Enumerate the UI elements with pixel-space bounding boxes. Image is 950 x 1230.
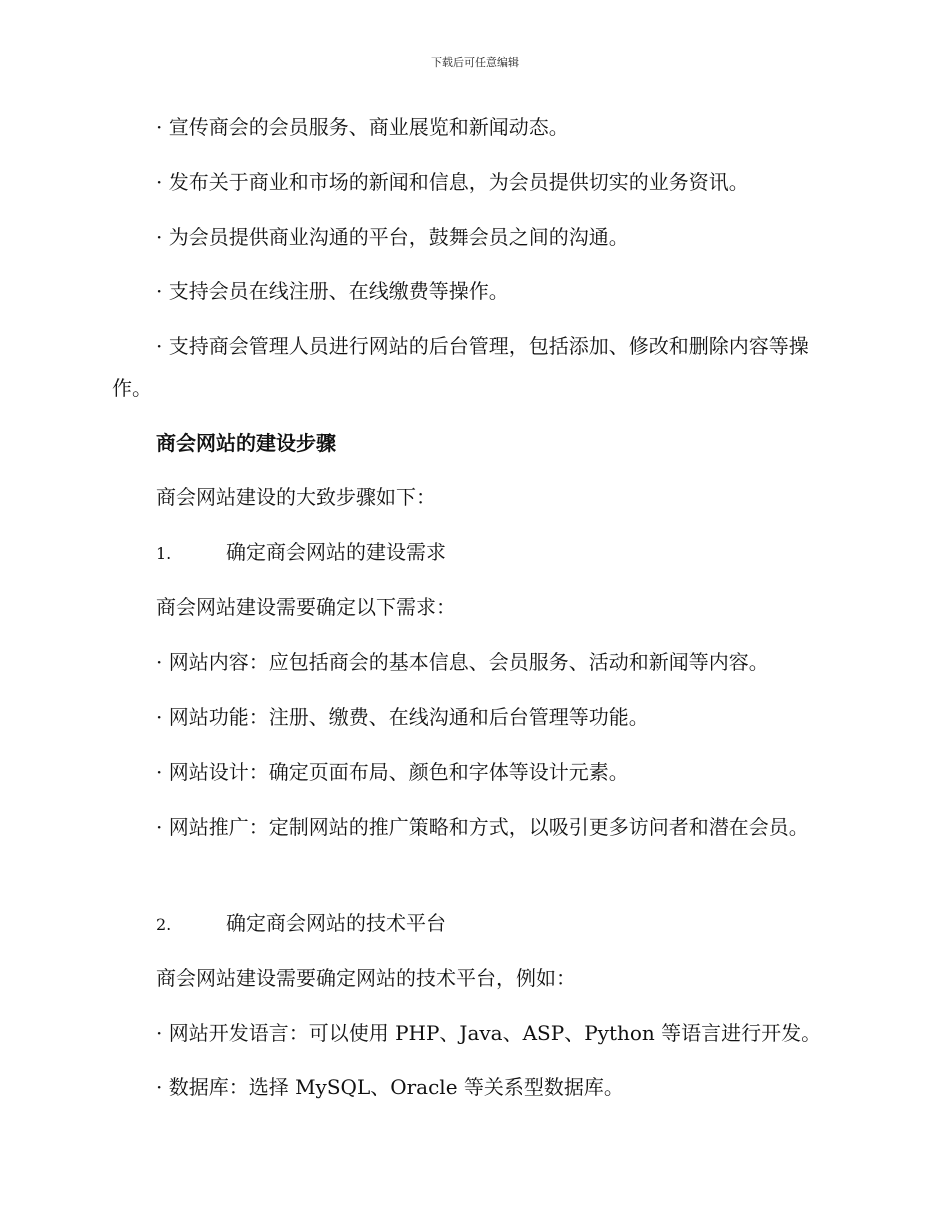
section-heading: 商会网站的建设步骤 — [156, 431, 336, 455]
item-text: 确定商会网站的技术平台 — [226, 911, 446, 935]
body-paragraph: 商会网站建设需要确定以下需求： — [156, 595, 456, 619]
body-paragraph: 商会网站建设需要确定网站的技术平台，例如： — [156, 966, 576, 990]
bullet-paragraph: · 发布关于商业和市场的新闻和信息，为会员提供切实的业务资讯。 — [156, 170, 749, 194]
body-paragraph: 商会网站建设的大致步骤如下： — [156, 485, 436, 509]
bullet-paragraph: · 网站功能：注册、缴费、在线沟通和后台管理等功能。 — [156, 705, 649, 729]
bullet-paragraph: · 网站内容：应包括商会的基本信息、会员服务、活动和新闻等内容。 — [156, 650, 769, 674]
bullet-paragraph: · 支持会员在线注册、在线缴费等操作。 — [156, 279, 509, 303]
item-number: 1. — [156, 544, 172, 563]
item-text: 确定商会网站的建设需求 — [226, 540, 446, 564]
page-header: 下载后可任意编辑 — [431, 56, 519, 69]
numbered-item — [156, 531, 446, 575]
bullet-paragraph: · 数据库：选择 MySQL、Oracle 等关系型数据库。 — [156, 1075, 624, 1099]
bullet-paragraph: · 支持商会管理人员进行网站的后台管理，包括添加、修改和删除内容等操作。 — [112, 334, 809, 400]
bullet-paragraph: · 网站推广：定制网站的推广策略和方式，以吸引更多访问者和潜在会员。 — [156, 815, 809, 839]
bullet-paragraph: · 为会员提供商业沟通的平台，鼓舞会员之间的沟通。 — [156, 225, 629, 249]
bullet-paragraph: · 宣传商会的会员服务、商业展览和新闻动态。 — [156, 115, 569, 139]
item-number: 2. — [156, 915, 172, 934]
numbered-item — [156, 902, 446, 946]
bullet-paragraph: · 网站设计：确定页面布局、颜色和字体等设计元素。 — [156, 760, 629, 784]
bullet-paragraph: · 网站开发语言：可以使用 PHP、Java、ASP、Python 等语言进行开发。 — [156, 1021, 822, 1045]
